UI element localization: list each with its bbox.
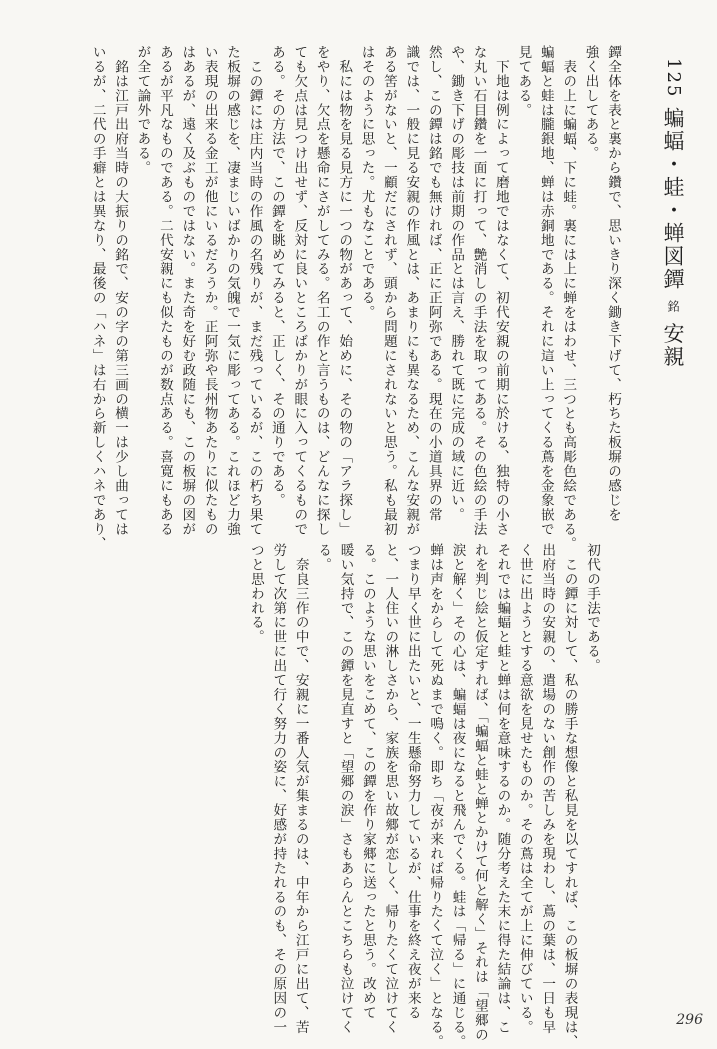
maker-name: 安親 xyxy=(661,322,685,369)
body-text-upper: 鐔全体を表と裏から鑽で、思いきり深く鋤き下げて、朽ちた板塀の感じを 強く出してある。 表の上に蝙蝠、下に蛙。裏には上に蝉をはわせ、三つとも高彫色絵である。 蝙蝠と蛙は朧銀地、蝉は赤銅地である。それに這い上ってくる蔦を金象嵌で 見てある。 下地は例によって磨地ではなくて、初代安親の前期に於ける、独特の小さ な丸い石目鑽を一面に打って、艶消しの手法を取ってある。その色絵の手法 や、鋤き下げの彫技は前期の作品とは言え、勝れて既に完成の域に近い。 然し、この鐔は銘でも無ければ、正に正阿弥である。現在の小道具界の常 識では、一般に見る安親の作風とは、あまりにも異なるため、こんな安親が ある筈がないと、一顧だにされず、頭から問題にされないと思う。私も最初 はそのように思った。尤もなことである。 私には物を見る見方に一つの物があって、始めに、その物の「アラ探し」 をやり、欠点を懸命にさがしてみる。名工の作と言うものは、どんなに探し ても欠点は見つけ出せず、反対に良いところばかりが眼に入ってくるもので ある。その方法で、この鐔を眺めてみると、正しく、その通りである。 この鐔には庄内当時の作風の名残りが、まだ残っているが、この朽ち果て た板塀の感じを、凄まじいばかりの気魄で一気に彫ってある。これほど力強 い表現の出来る金工が他にいるだろうか。正阿弥や長州物あたりに似たもの はあるが、遠く及ぶものではない。また奇を好む政随にも、この板塀の図が あるが平凡なものである。二代安親にも似たものが数点ある。喜寛にもある が全て論外である。 銘は江戸出府当時の大振りの銘で、安の字の第三画の横一は少し曲っては いるが、二代の手癖とは異なり、最後の「ハネ」は右から新しくハネであり、 xyxy=(89,45,621,551)
body-text-lower: 初代の手法である。 この鐔に対して、私の勝手な想像と私見を以てすれば、この板塀の表現は、 出府当時の安親の、遣場のない創作の苦しみを現わし、蔦の葉は、一日も早 く世に出ようとする意欲を見せたものか。その蔦は全てが上に伸びている。 それでは蝙蝠と蛙と蝉は何を意味するのか。随分考えた末に得た結論は、こ れを判じ絵と仮定すれば、「蝙蝠と蛙と蝉とかけて何と解く」それは「望郷の 涙と解く」その心は、蝙蝠は夜になると飛んでくる。蛙は「帰る」に通じる。 蝉は声をからして死ぬまで鳴く。即ち「夜が来れば帰りたくて泣く」となる。 つまり早く世に出たいと、一生懸命努力しているが、仕事を終え夜が来る と、一人住いの淋しさから、家族を思い故郷が恋しく、帰りたくて泣けてく る。このような思いをこめて、この鐔を作り家郷に送ったと思う。改めて 暖い気持で、この鐔を見直すと「望郷の涙」さもあらんとこちらも泣けてく る。 奈良三作の中で、安親に一番人気が集まるのは、中年から江戸に出て、苦 労して次第に世に出て行く努力の姿に、好感が持たれるのも、その原因の一 つと思われる。 xyxy=(247,543,600,1049)
article-title: 蝙蝠・蛙・蝉図鐔 xyxy=(661,107,685,292)
mei-label: 銘 xyxy=(666,299,680,314)
article-heading xyxy=(649,58,697,578)
article-number: 125 xyxy=(663,58,684,99)
page-number: 296 xyxy=(676,1012,703,1028)
